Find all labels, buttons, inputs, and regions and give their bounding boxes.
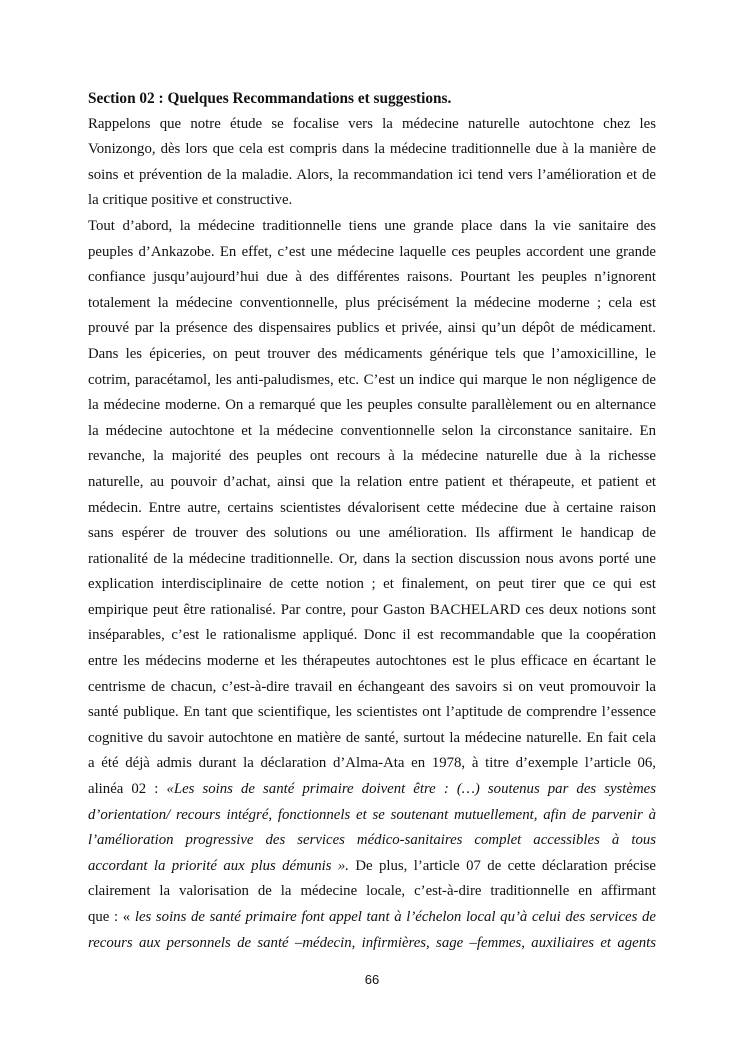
paragraph-1 <box>88 112 656 214</box>
text-line: cotrim, paracétamol, les anti-paludismes, etc. C’est un indice qui marque le non négligence de <box>88 371 656 388</box>
text-line-mixed <box>88 777 656 803</box>
text-line: médecin. Entre autre, certains scientistes dévalorisent cette médecine due à certaine raison <box>88 499 656 516</box>
text-line: clairement la valorisation de la médecine locale, c’est-à-dire traditionnelle en affirmant <box>88 883 656 900</box>
text-line: explication interdisciplinaire de cette notion ; et finalement, on peut tirer que ce qui est <box>88 576 656 593</box>
text-line: santé publique. En tant que scientifique, les scientistes ont l’aptitude de comprendre l’essence <box>88 704 656 721</box>
quote-line: d’orientation/ recours intégré, fonctionnels et se soutenant mutuellement, afin de parvenir à <box>88 806 656 823</box>
text-line: naturelle, au pouvoir d’achat, ainsi que la relation entre patient et thérapeute, et patient et <box>88 473 656 490</box>
quote-line: recours aux personnels de santé –médecin, infirmières, sage –femmes, auxiliaires et agents <box>88 934 656 951</box>
text-line: prouvé par la présence des dispensaires publics et privée, ainsi qu’un dépôt de médicament. <box>88 320 656 337</box>
text-line: totalement la médecine conventionnelle, plus précisément la médecine moderne ; cela est <box>88 294 656 311</box>
text-line: revanche, la majorité des peuples ont recours à la médecine naturelle due à la richesse <box>88 448 656 465</box>
text-line: inséparables, c’est le rationalisme appliqué. Donc il est recommandable que la coopération <box>88 627 656 644</box>
document-page <box>88 86 656 956</box>
text-line: rationalité de la médecine traditionnelle. Or, dans la section discussion nous avons porté une <box>88 550 656 567</box>
text-line: confiance jusqu’aujourd’hui due à des différentes raisons. Pourtant les peuples n’ignorent <box>88 269 656 286</box>
quote-line: l’amélioration progressive des services médico-sanitaires complet accessibles à tous <box>88 832 656 849</box>
text-line: empirique peut être rationalisé. Par contre, pour Gaston BACHELARD ces deux notions sont <box>88 601 656 618</box>
quote-italic-part: accordant la priorité aux plus démunis ». <box>88 857 349 874</box>
text-line: entre les médecins moderne et les thérapeutes autochtones est le plus efficace en écartant le <box>88 653 656 670</box>
quote-italic-part: les soins de santé primaire font appel tant à l’échelon local qu’à celui des services de <box>134 909 656 925</box>
text-line: cognitive du savoir autochtone en matière de santé, surtout la médecine naturelle. En fait cela <box>88 729 656 746</box>
text-line: peuples d’Ankazobe. En effet, c’est une médecine laquelle ces peuples accordent une grande <box>88 243 656 260</box>
section-heading: Section 02 : Quelques Recommandations et suggestions. <box>88 90 452 107</box>
text-line: Vonizongo, dès lors que cela est compris dans la médecine traditionnelle due à la manière de <box>88 141 656 158</box>
paragraph-2 <box>88 214 656 956</box>
line-roman-part: que : « <box>88 909 135 925</box>
text-line: la critique positive et constructive. <box>88 192 293 209</box>
line-roman-part: De plus, l’article 07 de cette déclaration précise <box>348 857 656 874</box>
text-line: centrisme de chacun, c’est-à-dire travail en échangeant des savoirs si on veut promouvoir la <box>88 678 656 695</box>
text-line-mixed <box>88 905 656 931</box>
page-number: 66 <box>364 972 380 987</box>
text-line: soins et prévention de la maladie. Alors, la recommandation ici tend vers l’amélioration et de <box>88 166 656 183</box>
text-line: la médecine moderne. On a remarqué que les peuples consulte parallèlement ou en alternance <box>88 397 656 414</box>
quote-italic-part: «Les soins de santé primaire doivent être : (…) soutenus par des systèmes <box>166 781 656 798</box>
text-line: la médecine autochtone et la médecine conventionnelle selon la circonstance sanitaire. En <box>88 422 656 439</box>
text-line: sans espérer de trouver des solutions ou une amélioration. Ils affirment le handicap de <box>88 525 656 542</box>
text-line: Dans les épiceries, on peut trouver des médicaments générique tels que l’amoxicilline, le <box>88 345 656 362</box>
text-line-mixed <box>88 854 656 880</box>
text-line: a été déjà admis durant la déclaration d’Alma-Ata en 1978, à titre d’exemple l’article 06, <box>88 755 656 772</box>
text-line: Tout d’abord, la médecine traditionnelle tiens une grande place dans la vie sanitaire des <box>88 217 656 234</box>
text-line: Rappelons que notre étude se focalise vers la médecine naturelle autochtone chez les <box>88 115 656 132</box>
line-roman-part: alinéa 02 : <box>88 781 167 798</box>
